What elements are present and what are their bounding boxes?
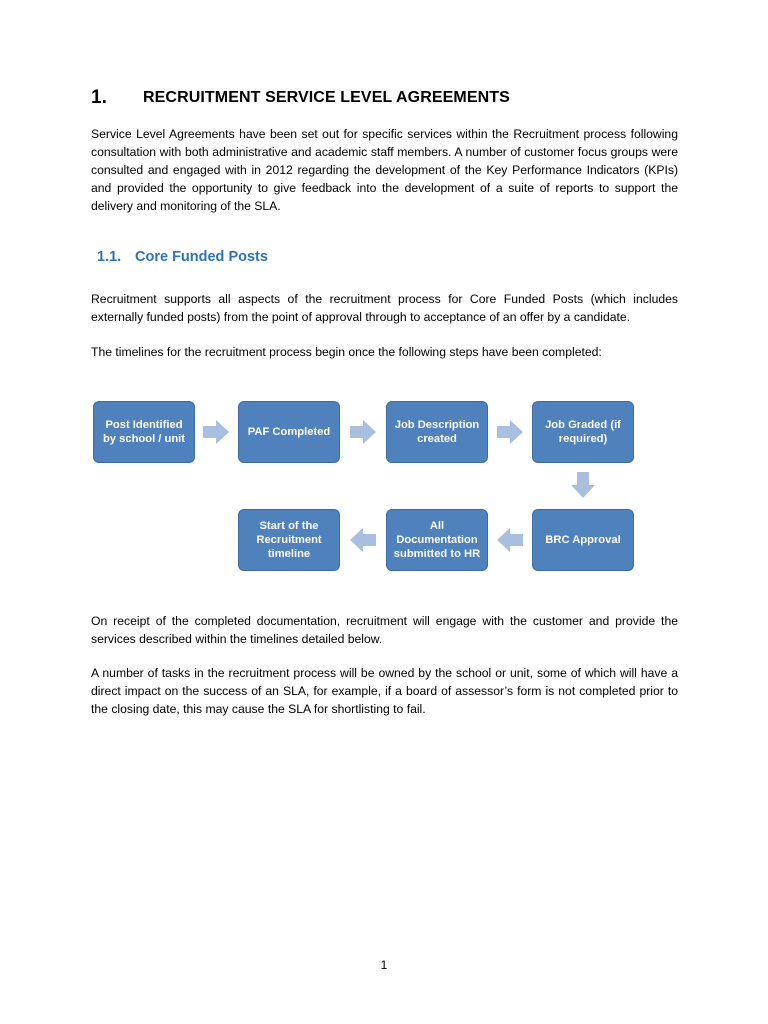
section-heading — [91, 84, 691, 112]
arrow-left-icon — [350, 528, 376, 552]
process-flow-diagram — [90, 398, 638, 576]
subsection-title: Core Funded Posts — [135, 249, 268, 265]
arrow-right-icon — [350, 420, 376, 444]
step-job-description: Job Description created — [386, 401, 488, 463]
step-job-graded: Job Graded (if required) — [532, 401, 634, 463]
arrow-down-icon — [571, 472, 595, 498]
page-number: 1 — [380, 958, 388, 972]
step-brc-approval: BRC Approval — [532, 509, 634, 571]
section-number: 1. — [91, 87, 107, 108]
arrow-right-icon — [497, 420, 523, 444]
step-start-recruitment-timeline: Start of the Recruitment timeline — [238, 509, 340, 571]
arrow-left-icon — [497, 528, 523, 552]
after-paragraph-2: A number of tasks in the recruitment process will be owned by the school or unit, some of which will have a direct impact on the success of an SLA, for example, if a board of assessor’s form is not completed prior to the closing date, this may cause the SLA for shortlisting to fail. — [91, 666, 678, 716]
core-paragraph-1: Recruitment supports all aspects of the recruitment process for Core Funded Posts (which includes externally funded posts) from the point of approval through to acceptance of an offer by a candidate. — [91, 292, 678, 324]
step-documentation-submitted: All Documentation submitted to HR — [386, 509, 488, 571]
after-paragraph-1: On receipt of the completed documentation, recruitment will engage with the customer and provide the services described within the timelines detailed below. — [91, 614, 678, 646]
intro-paragraph: Service Level Agreements have been set out for specific services within the Recruitment process following consultation with both administrative and academic staff members. A number of customer focus groups were consulted and engaged with in 2012 regarding the development of the Key Performance Indicators (KPIs) and provided the opportunity to give feedback into the development of a suite of reports to support the delivery and monitoring of the SLA. — [91, 127, 678, 213]
step-paf-completed: PAF Completed — [238, 401, 340, 463]
arrow-right-icon — [203, 420, 229, 444]
core-paragraph-2: The timelines for the recruitment process begin once the following steps have been completed: — [91, 345, 602, 359]
step-post-identified: Post Identified by school / unit — [93, 401, 195, 463]
subsection-heading — [97, 246, 268, 268]
section-title: RECRUITMENT SERVICE LEVEL AGREEMENTS — [143, 89, 510, 106]
subsection-number: 1.1. — [97, 249, 122, 265]
